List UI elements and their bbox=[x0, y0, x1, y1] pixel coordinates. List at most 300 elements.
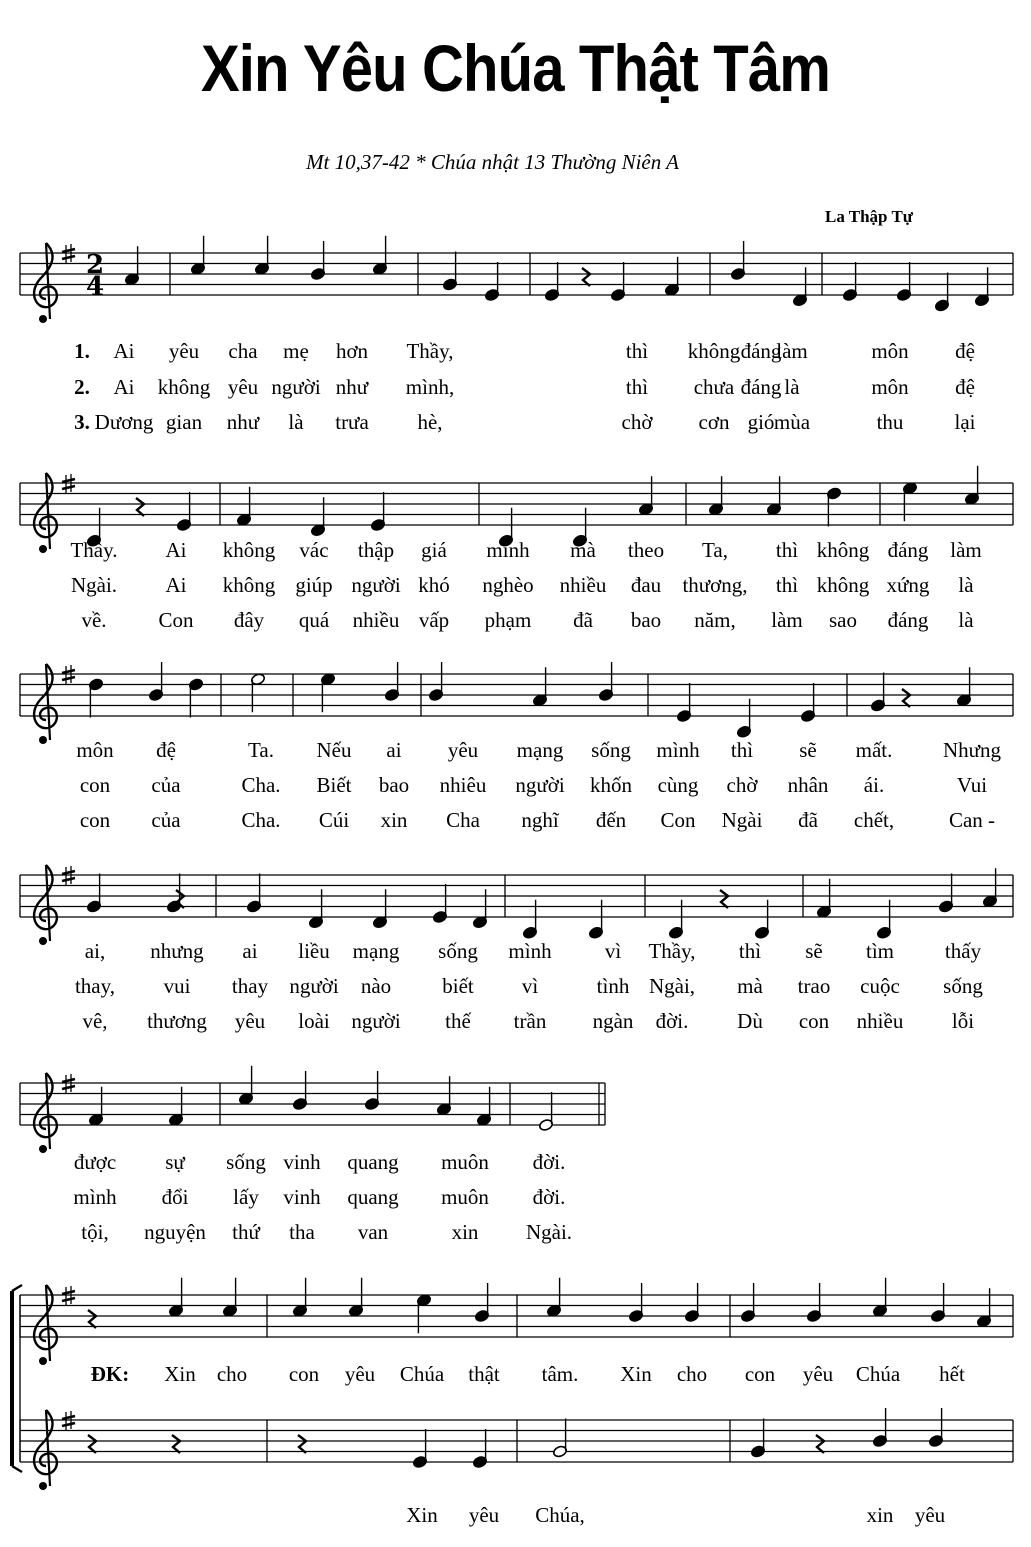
lyric-syllable: phạm bbox=[484, 608, 532, 632]
lyric-syllable: đã bbox=[573, 608, 593, 632]
lyric-syllable: Dương bbox=[94, 410, 154, 434]
lyric-syllable: thì bbox=[625, 375, 649, 399]
note bbox=[188, 678, 203, 718]
lyric-syllable: Con bbox=[158, 608, 194, 632]
note bbox=[766, 476, 781, 516]
lyric-syllable: không bbox=[816, 573, 870, 597]
lyric-syllable: Ngài. bbox=[70, 573, 118, 597]
lyric-syllable: Xin bbox=[164, 1362, 196, 1386]
note bbox=[436, 1076, 451, 1116]
lyric-syllable: mẹ bbox=[283, 339, 309, 363]
note bbox=[552, 1419, 567, 1459]
note bbox=[736, 699, 751, 739]
lyric-syllable: đến bbox=[595, 808, 627, 832]
note bbox=[546, 1278, 561, 1318]
lyric-syllable: Ngài, bbox=[648, 974, 696, 998]
lyric-syllable: Ai bbox=[113, 375, 135, 399]
lyric-syllable: lại bbox=[954, 410, 976, 434]
lyric-syllable: làm bbox=[950, 538, 982, 562]
lyric-syllable: thì bbox=[625, 339, 649, 363]
treble-clef-icon bbox=[34, 243, 57, 323]
lyric-syllable: Biết bbox=[316, 773, 352, 797]
time-signature-bottom: 4 bbox=[86, 272, 105, 302]
lyric-syllable: đời. bbox=[532, 1185, 566, 1209]
lyric-syllable: xứng bbox=[886, 573, 930, 597]
lyric-syllable: đệ bbox=[955, 375, 975, 399]
lyric-syllable: mất. bbox=[855, 738, 893, 762]
lyric-syllable: mùa bbox=[773, 410, 811, 434]
note bbox=[412, 1429, 427, 1469]
note bbox=[474, 1283, 489, 1323]
lyric-syllable: Ai bbox=[113, 339, 135, 363]
lyric-syllable: khó bbox=[418, 573, 450, 597]
note bbox=[974, 267, 989, 307]
lyric-syllable: không bbox=[222, 538, 276, 562]
lyric-syllable: vui bbox=[163, 974, 191, 998]
lyric-syllable: mình bbox=[508, 939, 552, 963]
lyric-syllable: Nhưng bbox=[942, 738, 1002, 762]
lyric-syllable: không bbox=[222, 573, 276, 597]
note bbox=[308, 889, 323, 929]
note bbox=[876, 900, 891, 940]
lyric-syllable: xin bbox=[380, 808, 408, 832]
lyric-syllable: nhưng bbox=[150, 939, 204, 963]
lyric-syllable: Ai bbox=[165, 573, 187, 597]
lyric-syllable: chờ bbox=[726, 773, 758, 797]
treble-clef-icon bbox=[34, 1285, 57, 1365]
bar-lines bbox=[12, 253, 1013, 1472]
lyric-syllable: đệ bbox=[156, 738, 176, 762]
lyric-syllable: vác bbox=[299, 538, 329, 562]
lyric-syllable: làm bbox=[776, 339, 808, 363]
lyric-syllable: Dù bbox=[737, 1009, 763, 1033]
rest-icon bbox=[88, 1310, 96, 1328]
lyric-syllable: người bbox=[515, 773, 565, 797]
rest-icon bbox=[902, 689, 910, 707]
note bbox=[826, 487, 841, 527]
lyric-syllable: thì bbox=[730, 738, 754, 762]
note bbox=[806, 1283, 821, 1323]
lyric-syllable: sẽ bbox=[805, 939, 823, 963]
note bbox=[168, 1278, 183, 1318]
lyric-syllable: môn bbox=[871, 375, 909, 399]
lyric-syllable: sống bbox=[591, 738, 631, 762]
lyric-syllable: Con bbox=[660, 808, 696, 832]
lyric-syllable: thay bbox=[231, 974, 269, 998]
lyric-syllable: không bbox=[687, 339, 741, 363]
lyric-syllable: Chúa, bbox=[535, 1503, 585, 1527]
note bbox=[86, 874, 101, 914]
lyric-syllable: nguyện bbox=[144, 1220, 206, 1244]
lyric-syllable: con bbox=[79, 808, 111, 832]
lyric-syllable: thứ bbox=[232, 1220, 260, 1244]
lyric-syllable: người bbox=[351, 573, 401, 597]
lyric-syllable: cho bbox=[676, 1362, 708, 1386]
lyric-syllable: yêu bbox=[914, 1503, 946, 1527]
lyric-syllable: không bbox=[816, 538, 870, 562]
lyric-syllable: được bbox=[73, 1150, 117, 1174]
treble-clef-icon bbox=[34, 1073, 57, 1153]
lyric-syllable: bao bbox=[630, 608, 662, 632]
note bbox=[800, 683, 815, 723]
lyric-syllable: tha bbox=[289, 1220, 315, 1244]
lyric-syllable: Xin bbox=[620, 1362, 652, 1386]
song-title: Xin Yêu Chúa Thật Tâm bbox=[200, 31, 831, 105]
note bbox=[872, 1278, 887, 1318]
lyric-syllable: của bbox=[151, 773, 181, 797]
note bbox=[792, 267, 807, 307]
lyric-syllable: cha bbox=[228, 339, 258, 363]
lyric-syllable: yêu bbox=[468, 1503, 500, 1527]
treble-clef-icon bbox=[34, 664, 57, 744]
verse-number: 3. bbox=[74, 410, 90, 434]
lyric-syllable: ai bbox=[242, 939, 258, 963]
lyric-syllable: lỗi bbox=[951, 1009, 975, 1033]
lyric-syllable: cho bbox=[216, 1362, 248, 1386]
lyric-syllable: quang bbox=[347, 1185, 399, 1209]
lyric-syllable: con bbox=[79, 773, 111, 797]
lyric-syllable: ngàn bbox=[592, 1009, 634, 1033]
time-signature-top: 2 bbox=[86, 250, 105, 280]
lyric-syllable: mình, bbox=[405, 375, 455, 399]
lyric-syllable: đau bbox=[630, 573, 662, 597]
note bbox=[222, 1278, 237, 1318]
lyric-syllable: Cha. bbox=[241, 808, 281, 832]
lyric-syllable: môn bbox=[871, 339, 909, 363]
lyric-syllable: thì bbox=[775, 573, 799, 597]
lyric-syllable: của bbox=[151, 808, 181, 832]
lyric-syllable: Thầy. bbox=[70, 538, 118, 562]
lyric-syllable: trao bbox=[797, 974, 831, 998]
note bbox=[148, 662, 163, 702]
lyric-syllable: cùng bbox=[657, 773, 699, 797]
lyric-syllable: gian bbox=[165, 410, 203, 434]
lyric-syllable: đáng bbox=[740, 339, 782, 363]
lyric-syllable: xin bbox=[866, 1503, 894, 1527]
lyric-syllable: giúp bbox=[295, 573, 333, 597]
lyric-syllable: cuộc bbox=[860, 974, 900, 998]
lyric-syllable: theo bbox=[627, 538, 665, 562]
lyric-syllable: sống bbox=[943, 974, 983, 998]
note bbox=[310, 497, 325, 537]
refrain-label: ĐK: bbox=[90, 1362, 130, 1386]
lyric-syllable: tình bbox=[596, 974, 630, 998]
lyric-syllable: đáng bbox=[740, 375, 782, 399]
lyric-syllable: trưa bbox=[335, 410, 369, 434]
note bbox=[190, 236, 205, 276]
lyric-syllable: năm, bbox=[694, 608, 736, 632]
lyric-syllable: Cha. bbox=[241, 773, 281, 797]
lyric-syllable: nhiêu bbox=[439, 773, 487, 797]
note bbox=[664, 257, 679, 297]
lyric-syllable: xin bbox=[451, 1220, 479, 1244]
lyric-syllable: đổi bbox=[161, 1185, 189, 1209]
note bbox=[870, 673, 885, 713]
lyric-syllable: Cha bbox=[446, 808, 480, 832]
lyric-syllable: yêu bbox=[168, 339, 200, 363]
lyric-syllable: như bbox=[335, 375, 369, 399]
note bbox=[428, 662, 443, 702]
note bbox=[842, 262, 857, 302]
note bbox=[432, 884, 447, 924]
lyric-syllable: yêu bbox=[344, 1362, 376, 1386]
note bbox=[320, 673, 335, 713]
note bbox=[588, 900, 603, 940]
lyric-syllable: biết bbox=[442, 974, 474, 998]
lyric-syllable: như bbox=[226, 410, 260, 434]
lyric-syllable: thế bbox=[445, 1009, 471, 1033]
note bbox=[254, 236, 269, 276]
lyric-syllable: chết, bbox=[853, 808, 895, 832]
lyric-syllable: hết bbox=[939, 1362, 965, 1386]
lyric-syllable: loài bbox=[298, 1009, 330, 1033]
note bbox=[740, 1283, 755, 1323]
lyric-syllable: Nếu bbox=[316, 738, 352, 762]
lyric-syllable: Xin bbox=[406, 1503, 438, 1527]
lyric-syllable: mạng bbox=[352, 939, 400, 963]
lyric-syllable: nhiều bbox=[352, 608, 400, 632]
note bbox=[730, 241, 745, 281]
note bbox=[88, 678, 103, 718]
note bbox=[238, 1066, 253, 1106]
lyric-syllable: vì bbox=[604, 939, 622, 963]
note bbox=[982, 868, 997, 908]
lyric-syllable: bao bbox=[378, 773, 410, 797]
note bbox=[472, 889, 487, 929]
lyric-syllable: người bbox=[289, 974, 339, 998]
note bbox=[372, 236, 387, 276]
lyric-syllable: tâm. bbox=[541, 1362, 579, 1386]
rest-icon bbox=[298, 1435, 306, 1453]
lyric-syllable: nào bbox=[360, 974, 392, 998]
lyric-syllable: muôn bbox=[441, 1185, 489, 1209]
note bbox=[976, 1288, 991, 1328]
note bbox=[442, 252, 457, 292]
lyric-syllable: lấy bbox=[233, 1185, 259, 1209]
verse-number: 2. bbox=[74, 375, 90, 399]
lyric-syllable: người bbox=[271, 375, 321, 399]
note bbox=[370, 492, 385, 532]
verse-number: 1. bbox=[74, 339, 90, 363]
lyric-syllable: không bbox=[157, 375, 211, 399]
lyric-syllable: vì bbox=[521, 974, 539, 998]
lyric-syllable: về. bbox=[81, 608, 107, 632]
lyric-syllable: Ngài. bbox=[525, 1220, 573, 1244]
lyric-syllable: yêu bbox=[802, 1362, 834, 1386]
lyric-syllable: Can - bbox=[948, 808, 996, 832]
note bbox=[750, 1419, 765, 1459]
scripture-reference: Mt 10,37-42 * Chúa nhật 13 Thường Niên A bbox=[306, 150, 679, 174]
lyric-syllable: đệ bbox=[955, 339, 975, 363]
lyric-syllable: đời. bbox=[532, 1150, 566, 1174]
note bbox=[638, 476, 653, 516]
note bbox=[532, 667, 547, 707]
note bbox=[930, 1283, 945, 1323]
note bbox=[484, 262, 499, 302]
note bbox=[816, 879, 831, 919]
lyric-syllable: mà bbox=[570, 538, 596, 562]
lyric-syllable: Chúa bbox=[399, 1362, 445, 1386]
lyric-syllable: làm bbox=[771, 608, 803, 632]
rest-icon bbox=[172, 1435, 180, 1453]
lyric-syllable: ai, bbox=[84, 939, 106, 963]
lyric-syllable: hè, bbox=[417, 410, 443, 434]
lyric-syllable: là bbox=[288, 410, 304, 434]
lyric-syllable: Cúi bbox=[318, 808, 350, 832]
lyric-syllable: thập bbox=[357, 538, 395, 562]
lyric-syllable: nhân bbox=[787, 773, 829, 797]
note bbox=[476, 1087, 491, 1127]
lyric-syllable: nghèo bbox=[482, 573, 534, 597]
note bbox=[522, 900, 537, 940]
lyric-syllable: tội, bbox=[81, 1220, 109, 1244]
lyric-syllable: Ngài bbox=[721, 808, 763, 832]
note bbox=[610, 262, 625, 302]
note bbox=[384, 662, 399, 702]
note bbox=[872, 1408, 887, 1448]
note bbox=[628, 1283, 643, 1323]
note bbox=[964, 466, 979, 506]
rest-icon bbox=[582, 268, 590, 286]
lyric-syllable: Ta. bbox=[248, 738, 274, 762]
lyric-syllable: chờ bbox=[621, 410, 653, 434]
lyric-syllable: Thầy, bbox=[406, 339, 454, 363]
lyric-syllable: vê, bbox=[82, 1009, 108, 1033]
lyric-syllable: nhiều bbox=[559, 573, 607, 597]
rest-icon bbox=[136, 498, 144, 516]
note bbox=[928, 1408, 943, 1448]
lyric-syllable: yêu bbox=[234, 1009, 266, 1033]
lyric-syllable: sẽ bbox=[799, 738, 817, 762]
note bbox=[934, 273, 949, 313]
note bbox=[246, 874, 261, 914]
lyric-syllable: mà bbox=[737, 974, 763, 998]
lyric-syllable: cơn bbox=[698, 410, 730, 434]
lyric-syllable: thương, bbox=[682, 573, 748, 597]
note bbox=[310, 241, 325, 281]
lyric-syllable: vấp bbox=[418, 608, 450, 632]
lyric-syllable: ai bbox=[386, 738, 402, 762]
lyric-syllable: mình bbox=[656, 738, 700, 762]
lyric-syllable: đời. bbox=[655, 1009, 689, 1033]
note bbox=[124, 246, 139, 286]
note bbox=[708, 476, 723, 516]
lyric-syllable: là bbox=[958, 573, 974, 597]
lyric-syllable: đây bbox=[233, 608, 265, 632]
staff-lines bbox=[20, 253, 1013, 1462]
lyric-syllable: vinh bbox=[283, 1185, 321, 1209]
lyric-syllable: Vui bbox=[956, 773, 988, 797]
lyric-syllable: thay, bbox=[74, 974, 116, 998]
lyric-syllable: Chúa bbox=[855, 1362, 901, 1386]
treble-clefs bbox=[34, 243, 57, 1490]
note bbox=[668, 900, 683, 940]
composer-name: La Thập Tự bbox=[824, 207, 913, 226]
system-bracket bbox=[12, 1285, 22, 1291]
lyric-syllable: con bbox=[288, 1362, 320, 1386]
lyric-syllable: con bbox=[798, 1009, 830, 1033]
note bbox=[236, 487, 251, 527]
lyric-syllable: thấy bbox=[944, 939, 982, 963]
lyric-syllable: hơn bbox=[335, 339, 369, 363]
lyric-syllable: đã bbox=[798, 808, 818, 832]
lyric-syllable: con bbox=[744, 1362, 776, 1386]
lyric-syllable: sống bbox=[438, 939, 478, 963]
note bbox=[754, 900, 769, 940]
lyric-syllable: môn bbox=[76, 738, 114, 762]
lyric-syllable: Ta, bbox=[702, 538, 728, 562]
lyric-syllable: khốn bbox=[590, 773, 632, 797]
lyric-syllable: van bbox=[357, 1220, 389, 1244]
lyric-syllable: sống bbox=[226, 1150, 266, 1174]
lyric-syllable: muôn bbox=[441, 1150, 489, 1174]
note bbox=[372, 889, 387, 929]
lyric-syllable: tìm bbox=[865, 939, 895, 963]
note bbox=[956, 667, 971, 707]
note bbox=[902, 482, 917, 522]
lyric-syllable: mình bbox=[486, 538, 530, 562]
note bbox=[938, 874, 953, 914]
lyric-syllable: thu bbox=[876, 410, 904, 434]
lyric-syllable: quang bbox=[347, 1150, 399, 1174]
note bbox=[292, 1071, 307, 1111]
lyric-syllable: thì bbox=[775, 538, 799, 562]
lyric-syllable: là bbox=[784, 375, 800, 399]
lyric-syllable: sự bbox=[165, 1150, 185, 1174]
lyric-syllable: yêu bbox=[227, 375, 259, 399]
lyric-syllable: thương bbox=[147, 1009, 207, 1033]
lyric-syllable: mình bbox=[73, 1185, 117, 1209]
lyric-syllable: yêu bbox=[447, 738, 479, 762]
treble-clef-icon bbox=[34, 473, 57, 553]
lyric-syllable: liều bbox=[298, 939, 330, 963]
note bbox=[176, 492, 191, 532]
lyric-syllable: đáng bbox=[887, 608, 929, 632]
lyric-syllable: sao bbox=[829, 608, 857, 632]
lyric-syllable: Thầy, bbox=[648, 939, 696, 963]
lyric-syllable: thì bbox=[738, 939, 762, 963]
lyric-syllable: Ai bbox=[165, 538, 187, 562]
treble-clef-icon bbox=[34, 1410, 57, 1490]
note bbox=[538, 1092, 553, 1132]
note bbox=[472, 1429, 487, 1469]
rest-icon bbox=[816, 1435, 824, 1453]
note bbox=[684, 1283, 699, 1323]
note bbox=[364, 1071, 379, 1111]
lyric-syllable: ái. bbox=[863, 773, 885, 797]
lyric-syllable: thật bbox=[468, 1362, 500, 1386]
notes bbox=[86, 236, 997, 1469]
lyric-syllable: mạng bbox=[516, 738, 564, 762]
lyric-syllable: nghĩ bbox=[521, 808, 559, 832]
note bbox=[416, 1294, 431, 1334]
rest-icon bbox=[720, 890, 728, 908]
note bbox=[896, 262, 911, 302]
treble-clef-icon bbox=[34, 865, 57, 945]
note bbox=[168, 1087, 183, 1127]
lyric-syllable: trần bbox=[513, 1009, 547, 1033]
note bbox=[348, 1278, 363, 1318]
system-bracket bbox=[12, 1466, 22, 1472]
note bbox=[88, 1087, 103, 1127]
note bbox=[598, 662, 613, 702]
lyric-syllable: chưa bbox=[693, 375, 735, 399]
lyric-syllable: người bbox=[351, 1009, 401, 1033]
lyric-syllable: quá bbox=[298, 608, 330, 632]
lyric-syllable: nhiều bbox=[856, 1009, 904, 1033]
lyric-syllable: gió bbox=[747, 410, 775, 434]
lyric-syllable: đáng bbox=[887, 538, 929, 562]
